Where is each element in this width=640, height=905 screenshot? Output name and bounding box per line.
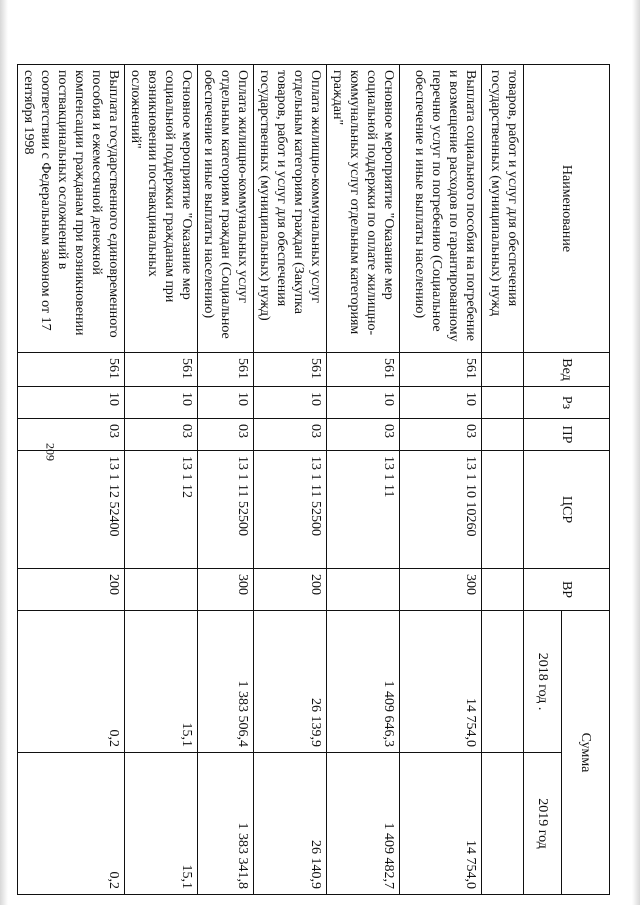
header-csr: ЦСР xyxy=(524,451,610,569)
cell-rz: 10 xyxy=(400,387,482,419)
cell-rz: 10 xyxy=(18,387,125,419)
cell-rz: 10 xyxy=(254,387,327,419)
header-2018-mark: . xyxy=(535,706,550,711)
table-row xyxy=(400,65,482,895)
cell-ved: 561 xyxy=(254,353,327,387)
cell-ved: 561 xyxy=(327,353,400,387)
budget-table xyxy=(17,64,610,895)
cell-csr: 13 1 11 52500 xyxy=(198,451,254,569)
cell-ved: 561 xyxy=(125,353,198,387)
cell-2018: 26 139,9 xyxy=(254,611,327,753)
header-pr: ПР xyxy=(524,419,610,451)
header-ved: Вед xyxy=(524,353,610,387)
cell-vr xyxy=(125,569,198,611)
header-name: Наименование xyxy=(524,65,610,353)
cell-rz: 10 xyxy=(198,387,254,419)
cell-name: Оплата жилищно-коммунальных услуг отдельным категориям граждан (Социальное обеспечение и иные выплаты населению) xyxy=(198,65,254,353)
cell-csr: 13 1 11 52500 xyxy=(254,451,327,569)
cell-vr: 200 xyxy=(18,569,125,611)
cell-pr: 03 xyxy=(254,419,327,451)
cell-csr: 13 1 10 10260 xyxy=(400,451,482,569)
cell-rz: 10 xyxy=(125,387,198,419)
header-2019: 2019 год xyxy=(524,753,562,895)
cell-vr: 300 xyxy=(400,569,482,611)
cell-2019: 1 409 482,7 xyxy=(327,753,400,895)
cell-pr: 03 xyxy=(400,419,482,451)
cell-ved: 561 xyxy=(18,353,125,387)
cell-2019: 14 754,0 xyxy=(400,753,482,895)
cell-name: Выплата государственного единовременного пособия и ежемесячной денежной компенсации гражданам при возникновении поствакцинальных осложнений в соответствии с Федеральным законом от 17 сентября 1998 xyxy=(18,65,125,353)
table-row xyxy=(254,65,327,895)
scan-edge-shadow-right xyxy=(632,0,640,905)
cell-2019 xyxy=(482,753,524,895)
header-vr: ВР xyxy=(524,569,610,611)
cell-2019: 26 140,9 xyxy=(254,753,327,895)
cell-2019: 15,1 xyxy=(125,753,198,895)
cell-name: Основное мероприятие "Оказание мер социальной поддержки гражданам при возникновении поствакцинальных осложнений" xyxy=(125,65,198,353)
scan-edge-shadow xyxy=(0,0,8,905)
cell-rz: 10 xyxy=(327,387,400,419)
cell-pr xyxy=(482,419,524,451)
table-row xyxy=(482,65,524,895)
page-number: 209 xyxy=(43,443,58,461)
cell-2018: 14 754,0 xyxy=(400,611,482,753)
cell-2018: 0,2 xyxy=(18,611,125,753)
cell-rz xyxy=(482,387,524,419)
cell-2018: 15,1 xyxy=(125,611,198,753)
cell-ved: 561 xyxy=(400,353,482,387)
cell-pr: 03 xyxy=(198,419,254,451)
cell-2018: 1 383 506,4 xyxy=(198,611,254,753)
cell-vr: 200 xyxy=(254,569,327,611)
cell-ved xyxy=(482,353,524,387)
cell-vr xyxy=(327,569,400,611)
cell-2018 xyxy=(482,611,524,753)
cell-name: Выплата социального пособия на погребение и возмещение расходов по гарантированному перечню услуг по погребению (Социальное обеспечение и иные выплаты населению) xyxy=(400,65,482,353)
cell-pr: 03 xyxy=(18,419,125,451)
header-2018-label: 2018 год xyxy=(535,652,550,704)
table-row xyxy=(18,65,125,895)
cell-2018: 1 409 646,3 xyxy=(327,611,400,753)
cell-pr: 03 xyxy=(327,419,400,451)
cell-vr xyxy=(482,569,524,611)
cell-csr: 13 1 12 52400 xyxy=(18,451,125,569)
cell-csr: 13 1 12 xyxy=(125,451,198,569)
header-2018 xyxy=(524,611,562,753)
header-sum: Сумма xyxy=(562,611,610,895)
table-row xyxy=(198,65,254,895)
cell-ved: 561 xyxy=(198,353,254,387)
cell-csr xyxy=(482,451,524,569)
table-row xyxy=(327,65,400,895)
cell-2019: 0,2 xyxy=(18,753,125,895)
table-row xyxy=(125,65,198,895)
cell-vr: 300 xyxy=(198,569,254,611)
cell-csr: 13 1 11 xyxy=(327,451,400,569)
header-rz: Рз xyxy=(524,387,610,419)
cell-2019: 1 383 341,8 xyxy=(198,753,254,895)
cell-name: Основное мероприятие "Оказание мер социальной поддержки по оплате жилищно-коммунальных услуг отдельным категориям граждан" xyxy=(327,65,400,353)
cell-name: Оплата жилищно-коммунальных услуг отдельным категориям граждан (Закупка товаров, работ и услуг для обеспечения государственных (муниципальных) нужд) xyxy=(254,65,327,353)
cell-name: товаров, работ и услуг для обеспечения государственных (муниципальных) нужд xyxy=(482,65,524,353)
cell-pr: 03 xyxy=(125,419,198,451)
